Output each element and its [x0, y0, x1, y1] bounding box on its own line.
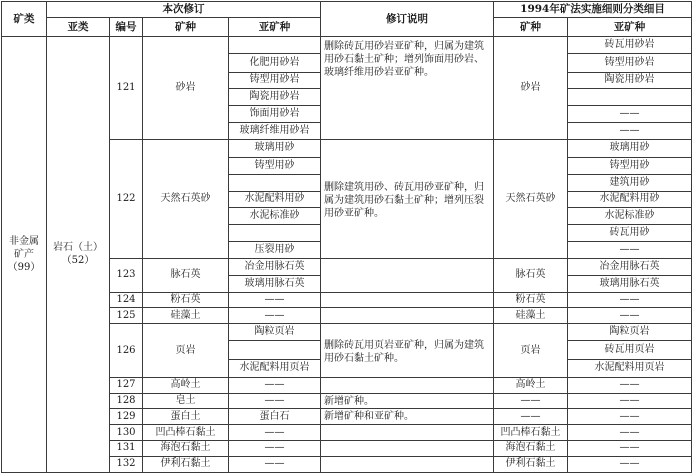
sub-mineral-cell: 水泥配料用页岩 — [229, 359, 321, 377]
sub-mineral-1994-cell: —— — [568, 393, 692, 409]
sub-mineral-cell: 冶金用脉石英 — [229, 258, 321, 275]
revision-note-cell — [321, 441, 494, 457]
mineral-cell: 砂岩 — [143, 36, 229, 139]
sub-mineral-1994-cell: —— — [568, 308, 692, 324]
mineral-cell: 脉石英 — [143, 258, 229, 292]
header-1994-detail: 1994年矿法实施细则分类细目 — [494, 2, 692, 18]
sub-mineral-1994-cell: —— — [568, 409, 692, 425]
sub-mineral-1994-cell: —— — [568, 456, 692, 472]
mineral-cell: 皂土 — [143, 393, 229, 409]
number-cell: 124 — [110, 292, 143, 308]
header-mineral-1994: 矿种 — [494, 17, 568, 36]
sub-mineral-1994-cell: 玻璃用脉石英 — [568, 275, 692, 292]
revision-note-cell: 删除建筑用砂、砖瓦用砂亚矿种，归属为建筑用砂石黏土矿种；增列压裂用砂亚矿种。 — [321, 139, 494, 258]
mineral-1994-cell: 脉石英 — [494, 258, 568, 292]
mineral-1994-cell: 砂岩 — [494, 36, 568, 139]
sub-mineral-cell: 化肥用砂岩 — [229, 53, 321, 72]
header-current-revision: 本次修订 — [47, 2, 321, 18]
mineral-cell: 天然石英砂 — [143, 139, 229, 258]
number-cell: 122 — [110, 139, 143, 258]
number-cell: 128 — [110, 393, 143, 409]
mineral-1994-cell: 粉石英 — [494, 292, 568, 308]
sub-mineral-cell: 压裂用砂 — [229, 242, 321, 259]
sub-mineral-cell: —— — [229, 441, 321, 457]
mineral-1994-cell: 伊利石黏土 — [494, 456, 568, 472]
header-mineral: 矿种 — [143, 17, 229, 36]
number-cell: 127 — [110, 377, 143, 393]
number-cell: 126 — [110, 324, 143, 378]
number-cell: 121 — [110, 36, 143, 139]
mineral-cell: 页岩 — [143, 324, 229, 378]
sub-mineral-1994-cell: 冶金用脉石英 — [568, 258, 692, 275]
sub-mineral-cell: —— — [229, 393, 321, 409]
sub-mineral-cell — [229, 174, 321, 191]
revision-note-cell: 新增矿种。 — [321, 393, 494, 409]
sub-mineral-1994-cell: 铸型用砂 — [568, 157, 692, 174]
sub-mineral-1994-cell: 铸型用砂岩 — [568, 53, 692, 72]
sub-mineral-1994-cell: 水泥配料用砂 — [568, 191, 692, 208]
revision-note-cell — [321, 258, 494, 292]
sub-mineral-1994-cell: 陶粒页岩 — [568, 324, 692, 341]
sub-mineral-cell: —— — [229, 425, 321, 441]
revision-note-cell — [321, 425, 494, 441]
revision-note-cell — [321, 292, 494, 308]
sub-mineral-cell: 铸型用砂 — [229, 157, 321, 174]
revision-note-cell — [321, 308, 494, 324]
mineral-cell: 粉石英 — [143, 292, 229, 308]
sub-mineral-1994-cell: —— — [568, 425, 692, 441]
mineral-1994-cell: 凹凸棒石黏土 — [494, 425, 568, 441]
sub-mineral-cell: 玻璃用脉石英 — [229, 275, 321, 292]
revision-note-cell — [321, 456, 494, 472]
sub-mineral-cell: 水泥标准砂 — [229, 208, 321, 225]
sub-mineral-cell: 饰面用砂岩 — [229, 106, 321, 123]
sub-mineral-cell: —— — [229, 377, 321, 393]
header-sub-mineral-1994: 亚矿种 — [568, 17, 692, 36]
sub-mineral-1994-cell: —— — [568, 242, 692, 259]
mineral-1994-cell: 页岩 — [494, 324, 568, 378]
mineral-cell: 蛋白土 — [143, 409, 229, 425]
revision-note-cell: 新增矿种和亚矿种。 — [321, 409, 494, 425]
number-cell: 129 — [110, 409, 143, 425]
revision-note-cell: 删除砖瓦用页岩亚矿种，归属为建筑用砂石黏土矿种。 — [321, 324, 494, 378]
sub-mineral-cell: 陶瓷用砂岩 — [229, 89, 321, 106]
mineral-1994-cell: 高岭土 — [494, 377, 568, 393]
category-cell: 非金属 矿产 （99） — [2, 36, 47, 472]
sub-mineral-cell: 玻璃纤维用砂岩 — [229, 123, 321, 140]
sub-mineral-1994-cell: —— — [568, 441, 692, 457]
sub-mineral-cell: —— — [229, 292, 321, 308]
sub-mineral-cell — [229, 341, 321, 360]
number-cell: 131 — [110, 441, 143, 457]
sub-mineral-cell: 玻璃用砂 — [229, 139, 321, 157]
sub-mineral-cell: —— — [229, 456, 321, 472]
mineral-1994-cell: 硅藻土 — [494, 308, 568, 324]
mineral-cell: 凹凸棒石黏土 — [143, 425, 229, 441]
mineral-1994-cell: 海泡石黏土 — [494, 441, 568, 457]
mineral-cell: 伊利石黏土 — [143, 456, 229, 472]
sub-mineral-1994-cell: —— — [568, 123, 692, 140]
sub-mineral-1994-cell: 砖瓦用砂 — [568, 225, 692, 242]
sub-mineral-1994-cell: 砖瓦用砂岩 — [568, 36, 692, 53]
mineral-cell: 海泡石黏土 — [143, 441, 229, 457]
header-revision-note: 修订说明 — [321, 2, 494, 37]
sub-mineral-cell: 铸型用砂岩 — [229, 72, 321, 89]
mineral-cell: 硅藻土 — [143, 308, 229, 324]
number-cell: 125 — [110, 308, 143, 324]
sub-mineral-1994-cell: 建筑用砂 — [568, 174, 692, 191]
sub-mineral-cell: —— — [229, 308, 321, 324]
sub-mineral-1994-cell: 陶瓷用砂岩 — [568, 72, 692, 89]
revision-note-cell: 删除砖瓦用砂岩亚矿种，归属为建筑用砂石黏土矿种；增列饰面用砂岩、玻璃纤维用砂岩亚矿种。 — [321, 36, 494, 139]
sub-mineral-cell: 蛋白石 — [229, 409, 321, 425]
sub-mineral-1994-cell — [568, 89, 692, 106]
header-sub-mineral: 亚矿种 — [229, 17, 321, 36]
sub-mineral-1994-cell: 玻璃用砂 — [568, 139, 692, 157]
sub-mineral-1994-cell: 水泥标准砂 — [568, 208, 692, 225]
header-subcategory: 亚类 — [47, 17, 110, 36]
subcategory-cell: 岩石（土） （52） — [47, 36, 110, 472]
sub-mineral-1994-cell: 砖瓦用页岩 — [568, 341, 692, 360]
number-cell: 123 — [110, 258, 143, 292]
revision-note-cell — [321, 377, 494, 393]
mineral-1994-cell: —— — [494, 393, 568, 409]
sub-mineral-cell: 水泥配料用砂 — [229, 191, 321, 208]
sub-mineral-cell — [229, 36, 321, 53]
number-cell: 130 — [110, 425, 143, 441]
mineral-1994-cell: —— — [494, 409, 568, 425]
sub-mineral-1994-cell: —— — [568, 377, 692, 393]
sub-mineral-cell — [229, 225, 321, 242]
mineral-revision-table — [1, 1, 692, 473]
number-cell: 132 — [110, 456, 143, 472]
header-category: 矿类 — [2, 2, 47, 37]
sub-mineral-1994-cell: —— — [568, 106, 692, 123]
mineral-cell: 高岭土 — [143, 377, 229, 393]
sub-mineral-1994-cell: —— — [568, 292, 692, 308]
sub-mineral-1994-cell: 水泥配料用页岩 — [568, 359, 692, 377]
mineral-1994-cell: 天然石英砂 — [494, 139, 568, 258]
header-number: 编号 — [110, 17, 143, 36]
sub-mineral-cell: 陶粒页岩 — [229, 324, 321, 341]
